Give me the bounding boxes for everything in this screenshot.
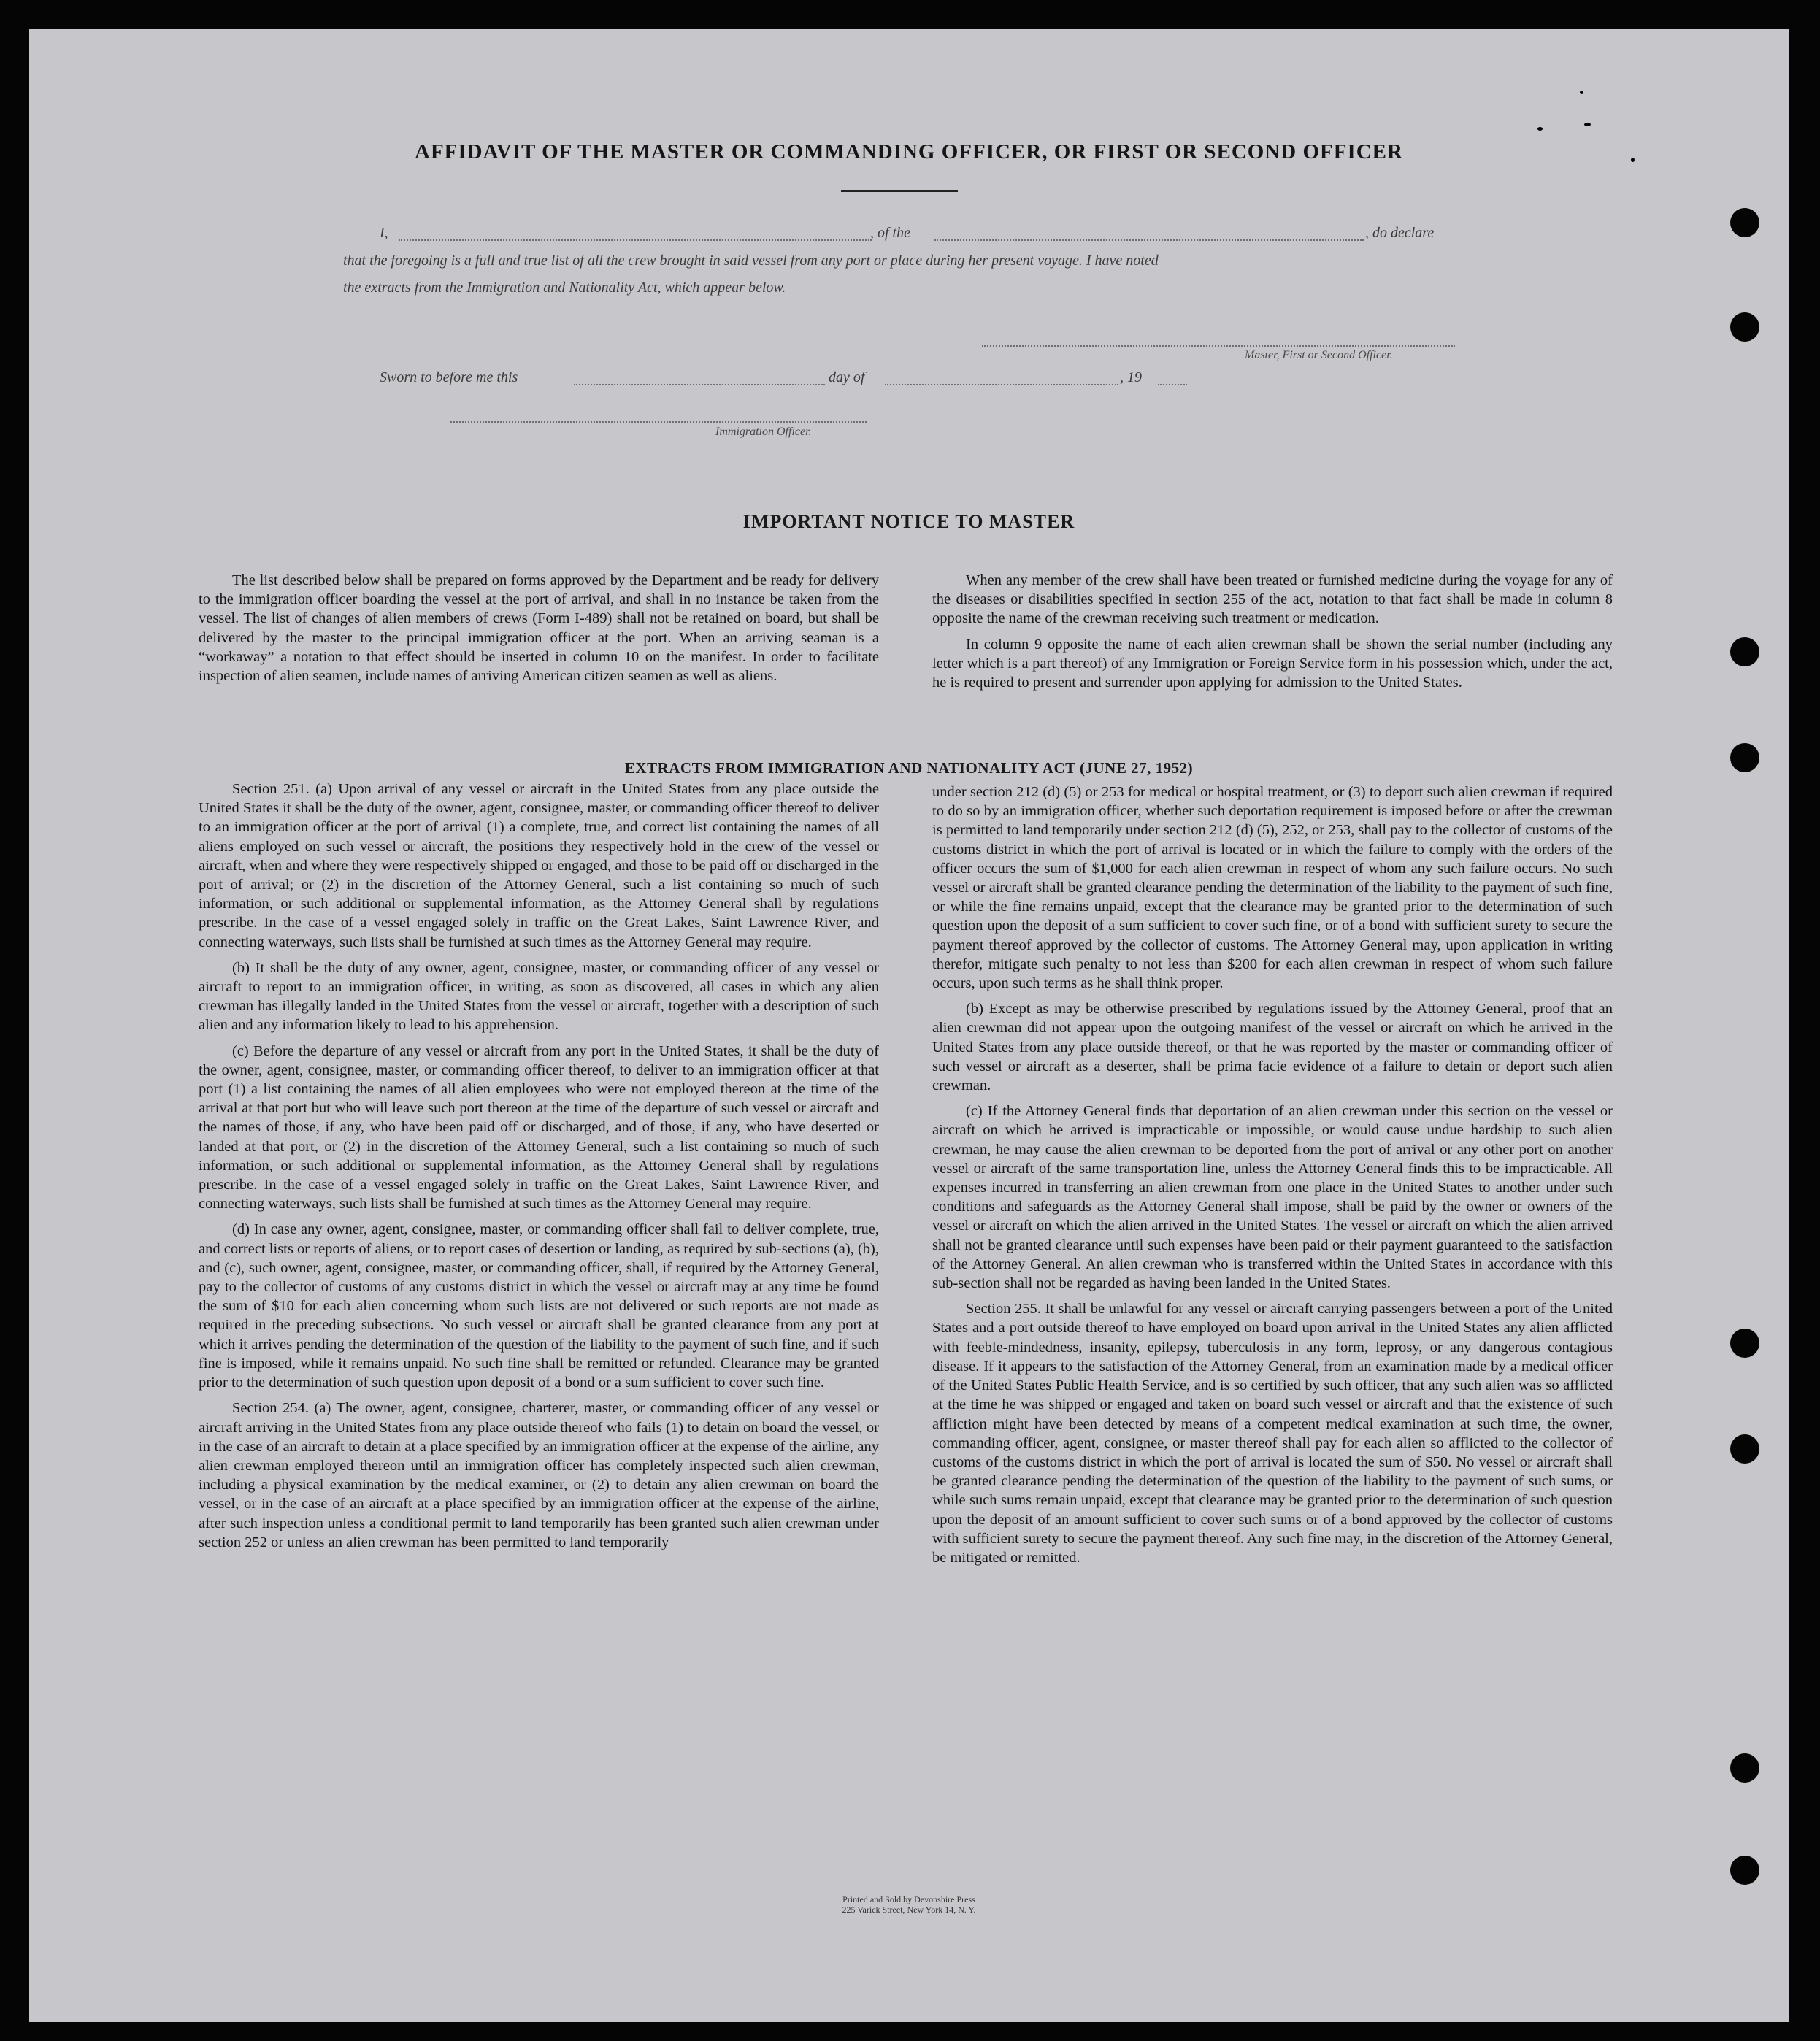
notice-right-column [932,571,1613,699]
extracts-left-column [199,780,879,1558]
printer-imprint [29,1894,1789,1915]
binder-hole [1730,208,1759,237]
printer-imprint-line1: Printed and Sold by Devonshire Press [842,1894,975,1904]
do-declare-label: , do declare [1365,225,1435,241]
extract-paragraph: (b) Except as may be otherwise prescribed by regulations issued by the Attorney General, proof that an alien crewman did not appear upon the outgoing manifest of the vessel or aircraft on which he arrived in the United States from any place outside thereof, or that he was reported by the master or commanding officer of such vessel or aircraft as a deserter, shall be prima facie evidence of a failure to detain or deport such alien crewman. [932,1001,1613,1094]
notice-left-column [199,571,879,692]
binder-hole [1730,1329,1759,1358]
binder-hole [1730,637,1759,666]
binder-hole [1730,1434,1759,1464]
affidavit-statement-line2: the extracts from the Immigration and Nationality Act, which appear below. [343,280,786,296]
document-page [29,29,1789,2022]
year-label: , 19 [1120,369,1142,385]
vessel-field-line[interactable] [934,239,1364,241]
affidavit-title: AFFIDAVIT OF THE MASTER OR COMMANDING OFFICER, OR FIRST OR SECOND OFFICER [415,140,1403,164]
officer-signature-line[interactable] [450,421,867,423]
printer-imprint-line2: 225 Varick Street, New York 14, N. Y. [842,1904,976,1915]
name-field-line[interactable] [399,239,872,241]
notice-paragraph: In column 9 opposite the name of each alien crewman shall be shown the serial number (including any letter which is a part thereof) of any Immigration or Foreign Service form in his possession which, under the act, he is required to present and surrender upon applying for admission to the United States. [932,636,1613,691]
notice-paragraph: When any member of the crew shall have been treated or furnished medicine during the voyage for any of the diseases or disabilities specified in section 255 of the act, notation to that fact shall be made in column 8 opposite the name of the crewman receiving such treatment or medication. [932,572,1613,627]
dust-speck [1584,123,1591,126]
extract-paragraph: Section 254. (a) The owner, agent, consignee, charterer, master, or commanding officer of any vessel or aircraft arriving in the United States from any place outside thereof who fails (1) to detain on board the vessel, or in the case of an aircraft to detain at a place specified by an immigration officer at the expense of the airline, any alien crewman employed thereon until an immigration officer has completely inspected such alien crewman, including a physical examination by the medical examiner, or (2) to detain any alien crewman on board the vessel, or in the case of an aircraft at a place specified by an immigration officer at the expense of the airline, after such inspection unless a conditional permit to land temporarily has been granted such alien crewman under section 252 or unless an alien crewman has been permitted to land temporarily [199,1400,879,1550]
binder-hole [1730,312,1759,342]
i-label: I, [380,225,388,241]
dust-speck [1537,127,1543,131]
of-the-label: , of the [870,225,910,241]
extracts-title: EXTRACTS FROM IMMIGRATION AND NATIONALITY ACT (JUNE 27, 1952) [624,759,1194,777]
notice-title: IMPORTANT NOTICE TO MASTER [742,511,1075,532]
extract-paragraph: (b) It shall be the duty of any owner, agent, consignee, master, or commanding officer of any vessel or aircraft to report to an immigration officer, in writing, as soon as discovered, all cases in which any alien crewman has illegally landed in the United States from the vessel or aircraft, together with a description of such alien and any information likely to lead to his apprehension. [199,959,879,1034]
extract-paragraph: under section 212 (d) (5) or 253 for medical or hospital treatment, or (3) to deport such alien crewman if required to do so by an immigration officer, whether such deportation requirement is imposed before or after the crewman is permitted to land temporarily under section 212 (d) (5), 252, or 253, shall pay to the collector of customs of the customs district in which the port of arrival is located or in which the failure to comply with the orders of the officer occurs the sum of $1,000 for each alien crewman in respect of whom any such failure occurs. No such vessel or aircraft shall be granted clearance pending the determination of the liability to the payment of such fine, or while the fine remains unpaid, except that the clearance may be granted prior to the determination of such question upon the deposit of a sum sufficient to cover such fine, or of a bond with sufficient surety to secure the payment thereof approved by the collector of customs. The Attorney General may, upon application in writing therefor, mitigate such penalty to not less than $200 for each alien crewman in respect of whom such failure occurs, upon such terms as he shall think proper. [932,784,1613,992]
notice-paragraph: The list described below shall be prepared on forms approved by the Department and be ready for delivery to the immigration officer boarding the vessel at the port of arrival, and shall in no instance be taken from the vessel. The list of changes of alien members of crews (Form I-489) shall not be retained on board, but shall be delivered by the master to the principal immigration officer at the port. When an arriving seaman is a “workaway” a notation to that effect should be inserted in column 10 on the manifest. In order to facilitate inspection of alien seamen, include names of arriving American citizen seamen as well as aliens. [199,572,879,685]
day-of-label: day of [829,369,865,385]
sworn-month-field-line[interactable] [885,384,1118,385]
officer-signature-label: Immigration Officer. [715,426,812,438]
extract-paragraph: (d) In case any owner, agent, consignee, master, or commanding officer shall fail to deliver complete, true, and correct lists or reports of aliens, or to report cases of desertion or landing, as required by sub-sections (a), (b), and (c), such owner, agent, consignee, master, or commanding officer, shall, if required by the Attorney General, pay to the collector of customs of any customs district in which the vessel or aircraft may at any time be found the sum of $10 for each alien concerning whom such lists are not delivered or such reports are not made as required in the preceding subsections. No such vessel or aircraft shall be granted clearance from any port at which it arrives pending the determination of the question of the liability to the payment of such fine, and if such fine is imposed, while it remains unpaid. No such fine shall be remitted or refunded. Clearance may be granted prior to the determination of such question upon deposit of a bond or a sum sufficient to cover such fine. [199,1221,879,1391]
master-signature-label: Master, First or Second Officer. [1245,349,1393,361]
title-divider [841,190,958,192]
master-signature-line[interactable] [982,345,1455,347]
affidavit-statement-line1: that the foregoing is a full and true list of all the crew brought in said vessel from any port or place during her present voyage. I have noted [343,253,1159,269]
binder-hole [1730,1753,1759,1783]
sworn-year-field-line[interactable] [1158,384,1187,385]
sworn-label: Sworn to before me this [380,369,518,385]
binder-hole [1730,1856,1759,1885]
dust-speck [1580,91,1583,94]
extract-paragraph: (c) If the Attorney General finds that deportation of an alien crewman under this section on the vessel or aircraft on which he arrived is impracticable or impossible, or would cause undue hardship to such alien crewman, he may cause the alien crewman to be deported from the port of arrival or any other port on another vessel or aircraft of the same transportation line, unless the Attorney General finds this to be impracticable. All expenses incurred in transferring an alien crewman from one place in the United States to another under such conditions and safeguards as the Attorney General shall impose, shall be paid by the owner or owners of the vessel or aircraft on which the alien arrived in the United States. The vessel or aircraft on which the alien arrived shall not be granted clearance until such expenses have been paid or their payment guaranteed to the satisfaction of the Attorney General. An alien crewman who is transferred within the United States in accordance with this sub-section shall not be regarded as having been landed in the United States. [932,1103,1613,1292]
extract-paragraph: Section 251. (a) Upon arrival of any vessel or aircraft in the United States from any place outside the United States it shall be the duty of the owner, agent, consignee, master, or commanding officer thereof to deliver to an immigration officer at the port of arrival (1) a complete, true, and correct list containing the names of all aliens employed on such vessel or aircraft, the positions they respectively hold in the crew of the vessel or aircraft, when and where they were respectively shipped or engaged, and those to be paid off or discharged in the port of arrival; or (2) in the discretion of the Attorney General, such a list containing so much of such information, or such additional or supplemental information, as the Attorney General shall by regulations prescribe. In the case of a vessel engaged solely in traffic on the Great Lakes, Saint Lawrence River, and connecting waterways, such lists shall be furnished at such times as the Attorney General may require. [199,781,879,950]
extract-paragraph: Section 255. It shall be unlawful for any vessel or aircraft carrying passengers between a port of the United States and a port outside thereof to have employed on board upon arrival in the United States any alien afflicted with feeble-mindedness, insanity, epilepsy, tuberculosis in any form, leprosy, or any dangerous contagious disease. If it appears to the satisfaction of the Attorney General, from an examination made by a medical officer of the United States Public Health Service, and is so certified by such officer, that any such alien was so afflicted at the time he was shipped or engaged and taken on board such vessel or aircraft and that the existence of such affliction might have been detected by means of a competent medical examination at such time, the owner, commanding officer, agent, consignee, or master thereof shall pay for each alien so afflicted to the collector of customs of the customs district in which the port of arrival is located the sum of $50. No vessel or aircraft shall be granted clearance pending the determination of the question of the liability to the payment of such sums, or while such sums remain unpaid, except that clearance may be granted prior to the determination of such question upon the deposit of an amount sufficient to cover such sums or of a bond approved by the collector of customs with sufficient surety to secure the payment thereof. Any such fine may, in the discretion of the Attorney General, be mitigated or remitted. [932,1301,1613,1566]
sworn-day-field-line[interactable] [574,384,825,385]
extracts-right-column [932,783,1613,1574]
extract-paragraph: (c) Before the departure of any vessel or aircraft from any port in the United States, it shall be the duty of the owner, agent, consignee, master, or commanding officer thereof, to deliver to an immigration officer at that port (1) a list containing the names of all alien employees who were not employed thereon at the time of the arrival at that port but who will leave such port thereon at the time of the departure of such vessel or aircraft and the names of those, if any, who have been paid off or discharged, and of those, if any, who have deserted or landed at that port, or (2) in the discretion of the Attorney General, such a list containing so much of such information, or such additional or supplemental information, as the Attorney General shall by regulations prescribe. In the case of a vessel engaged solely in traffic on the Great Lakes, Saint Lawrence River, and connecting waterways, such lists shall be furnished at such times as the Attorney General may require. [199,1042,879,1212]
